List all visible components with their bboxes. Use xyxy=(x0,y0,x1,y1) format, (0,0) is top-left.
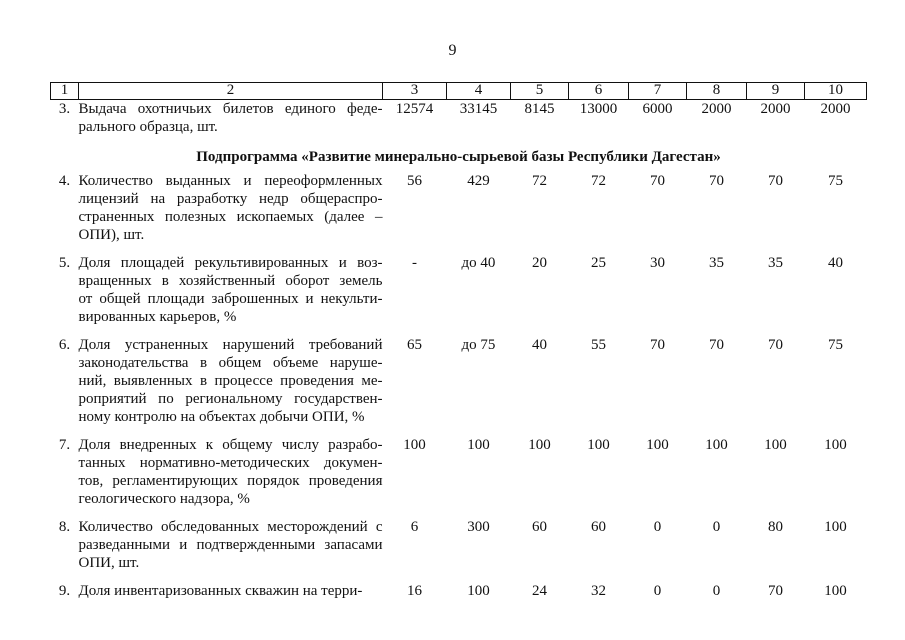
value-cell: 0 xyxy=(712,519,721,535)
column-header: 2 xyxy=(79,83,383,100)
value-cell: 80 xyxy=(768,519,783,535)
value-cell: 60 xyxy=(591,519,606,535)
column-header: 10 xyxy=(805,83,867,100)
description-line: Доля площадей рекультивированных и воз- xyxy=(78,255,383,271)
table-row xyxy=(51,426,867,508)
column-header: 6 xyxy=(569,83,629,100)
row-description xyxy=(79,172,383,244)
description-line: Доля инвентаризованных скважин на терри- xyxy=(78,583,363,599)
value-cell: 100 xyxy=(646,437,669,453)
value-cell: 72 xyxy=(532,173,547,189)
description-line: ОПИ, шт. xyxy=(78,555,140,571)
value-cell: 33145 xyxy=(459,101,498,117)
description-line: вращенных в хозяйственный оборот земель xyxy=(78,273,383,289)
table-row xyxy=(51,508,867,572)
value-cell: 0 xyxy=(653,583,662,599)
column-header: 9 xyxy=(747,83,805,100)
value-cell: 16 xyxy=(407,583,422,599)
value-cell: 70 xyxy=(768,173,783,189)
value-cell: 24 xyxy=(532,583,547,599)
description-line: разведанными и подтвержденными запасами xyxy=(78,537,383,553)
value-cell: 0 xyxy=(712,583,721,599)
description-line: роприятий по региональному государствен- xyxy=(78,391,383,407)
row-number: 9. xyxy=(58,583,71,599)
description-line: от общей площади заброшенных и некульти- xyxy=(78,291,383,307)
value-cell: 70 xyxy=(768,337,783,353)
row-description xyxy=(79,508,383,572)
value-cell: 70 xyxy=(650,173,665,189)
value-cell: 25 xyxy=(591,255,606,271)
value-cell: 0 xyxy=(653,519,662,535)
subprogram-title: Подпрограмма «Развитие минерально-сырьевой базы Республики Дагестан» xyxy=(196,149,721,165)
value-cell: 100 xyxy=(824,583,847,599)
description-line: танных нормативно-методических докумен- xyxy=(78,455,383,471)
description-line: Количество обследованных месторождений с xyxy=(78,519,383,535)
description-line: Доля внедренных к общему числу разрабо- xyxy=(78,437,383,453)
value-cell: 56 xyxy=(407,173,422,189)
value-cell: до 75 xyxy=(461,337,496,353)
value-cell: 70 xyxy=(709,173,724,189)
value-cell: 20 xyxy=(532,255,547,271)
description-line: тов, регламентирующих порядок проведения xyxy=(78,473,383,489)
description-line: ний, выявленных в процессе проведения ме- xyxy=(78,373,383,389)
row-number: 5. xyxy=(58,255,71,271)
value-cell: 100 xyxy=(587,437,610,453)
value-cell: 72 xyxy=(591,173,606,189)
value-cell: 2000 xyxy=(701,101,732,117)
value-cell: 2000 xyxy=(820,101,851,117)
value-cell: 100 xyxy=(528,437,551,453)
description-line: законодательства в общем объеме наруше- xyxy=(78,355,383,371)
description-line: лицензий на разработку недр общераспро- xyxy=(78,191,383,207)
table-header-row xyxy=(51,83,867,100)
value-cell: 100 xyxy=(824,519,847,535)
value-cell: 100 xyxy=(403,437,426,453)
value-cell: 13000 xyxy=(579,101,618,117)
row-number: 7. xyxy=(58,437,71,453)
row-description xyxy=(79,572,383,600)
value-cell: 6000 xyxy=(642,101,673,117)
row-number: 8. xyxy=(58,519,71,535)
value-cell: 6 xyxy=(410,519,419,535)
value-cell: до 40 xyxy=(461,255,496,271)
description-line: ному контролю на объектах добычи ОПИ, % xyxy=(78,409,365,425)
table-row xyxy=(51,326,867,426)
column-header: 1 xyxy=(51,83,79,100)
description-line: геологического надзора, % xyxy=(78,491,250,507)
value-cell: 100 xyxy=(467,437,490,453)
value-cell: 30 xyxy=(650,255,665,271)
description-line: страненных полезных ископаемых (далее – xyxy=(78,209,383,225)
value-cell: 75 xyxy=(828,337,843,353)
description-line: Выдача охотничьих билетов единого феде- xyxy=(78,101,383,117)
row-description xyxy=(79,100,383,137)
value-cell: 300 xyxy=(467,519,490,535)
table-row xyxy=(51,172,867,244)
value-cell: 32 xyxy=(591,583,606,599)
value-cell: 35 xyxy=(709,255,724,271)
value-cell: 40 xyxy=(828,255,843,271)
column-header: 7 xyxy=(629,83,687,100)
table-row xyxy=(51,100,867,137)
value-cell: 40 xyxy=(532,337,547,353)
table-row xyxy=(51,244,867,326)
description-line: Количество выданных и переоформленных xyxy=(78,173,383,189)
page-number: 9 xyxy=(448,42,457,59)
table-row xyxy=(51,572,867,600)
description-line: Доля устраненных нарушений требований xyxy=(78,337,383,353)
column-header: 5 xyxy=(511,83,569,100)
column-header: 4 xyxy=(447,83,511,100)
value-cell: 70 xyxy=(768,583,783,599)
value-cell: 100 xyxy=(705,437,728,453)
row-number: 3. xyxy=(58,101,71,117)
description-line: ОПИ), шт. xyxy=(78,227,145,243)
indicators-table xyxy=(50,82,867,600)
row-description xyxy=(79,426,383,508)
value-cell: 55 xyxy=(591,337,606,353)
column-header: 8 xyxy=(687,83,747,100)
row-description xyxy=(79,244,383,326)
value-cell: 100 xyxy=(824,437,847,453)
value-cell: 100 xyxy=(764,437,787,453)
row-description xyxy=(79,326,383,426)
value-cell: 75 xyxy=(828,173,843,189)
column-header: 3 xyxy=(383,83,447,100)
value-cell: 65 xyxy=(407,337,422,353)
description-line: вированных карьеров, % xyxy=(78,309,237,325)
row-number: 6. xyxy=(58,337,71,353)
value-cell: 100 xyxy=(467,583,490,599)
description-line: рального образца, шт. xyxy=(78,119,218,135)
value-cell: 12574 xyxy=(395,101,434,117)
value-cell: 2000 xyxy=(760,101,791,117)
value-cell: 429 xyxy=(467,173,490,189)
value-cell: 70 xyxy=(709,337,724,353)
value-cell: 60 xyxy=(532,519,547,535)
value-cell: 8145 xyxy=(524,101,555,117)
value-cell: 70 xyxy=(650,337,665,353)
value-cell: 35 xyxy=(768,255,783,271)
row-number: 4. xyxy=(58,173,71,189)
subprogram-row xyxy=(51,136,867,172)
value-cell: - xyxy=(412,255,417,271)
